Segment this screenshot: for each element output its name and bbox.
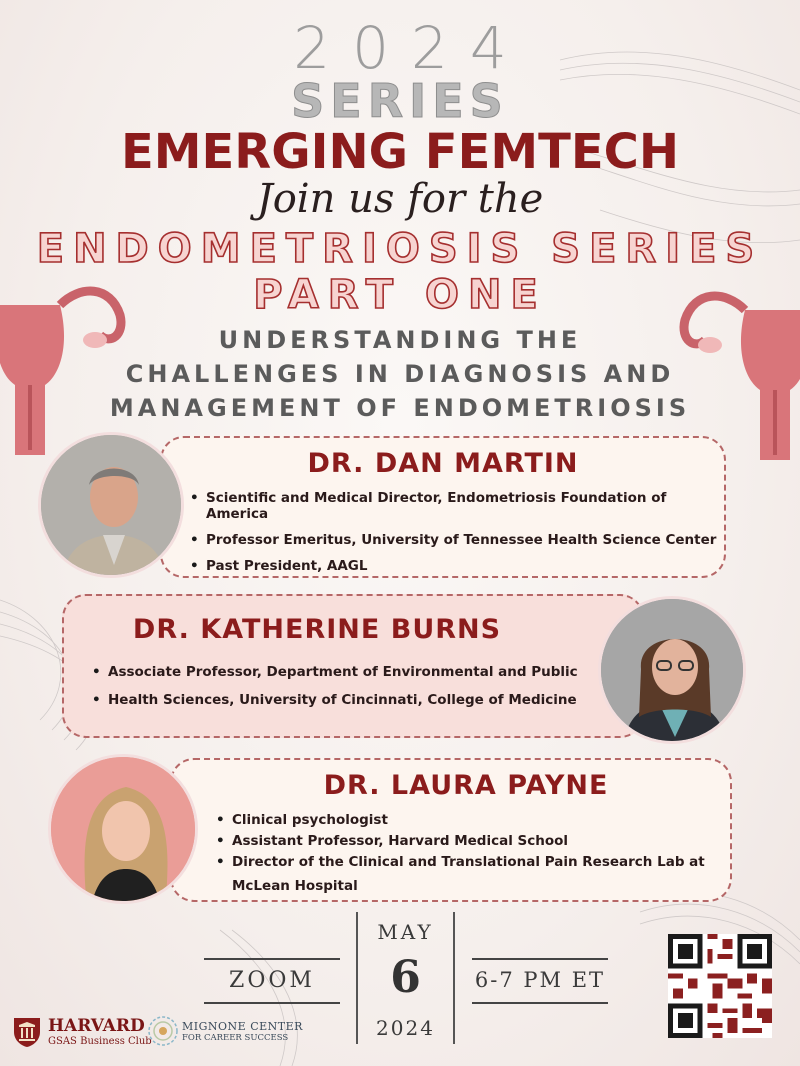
mignone-logo-subtext: FOR CAREER SUCCESS — [182, 1033, 289, 1043]
credential-item: • Past President, AAGL — [190, 558, 720, 574]
credential-item: • Scientific and Medical Director, Endometriosis Foundation of America — [190, 490, 720, 522]
credential-item: • Professor Emeritus, University of Tennessee Health Science Center — [190, 532, 720, 548]
year-heading: 2024 — [293, 14, 529, 82]
subtitle-line: CHALLENGES IN DIAGNOSIS AND — [125, 360, 675, 388]
mignone-logo-icon — [146, 1014, 180, 1048]
speaker-photo — [598, 596, 746, 744]
speaker-credentials — [190, 490, 720, 574]
speaker-name: DR. KATHERINE BURNS — [132, 614, 502, 645]
speaker-name: DR. DAN MARTIN — [307, 448, 579, 479]
event-title: EMERGING FEMTECH — [120, 124, 680, 180]
speaker-credentials — [216, 812, 716, 875]
join-text: Join us for the — [256, 176, 544, 222]
series-heading: SERIES — [291, 74, 509, 128]
credential-item: • Director of the Clinical and Translational Pain Research Lab at — [216, 854, 716, 870]
credential-item: • Health Sciences, University of Cincinnati, College of Medicine — [92, 692, 612, 708]
harvard-logo-text: HARVARD — [48, 1016, 145, 1036]
subtitle-line: UNDERSTANDING THE — [218, 326, 582, 354]
event-name: ENDOMETRIOSIS SERIES — [36, 226, 764, 272]
divider — [204, 1002, 340, 1004]
credential-item: • Assistant Professor, Harvard Medical School — [216, 833, 716, 849]
date-day: 6 — [390, 952, 421, 1003]
qr-code[interactable] — [668, 934, 772, 1038]
divider — [472, 1002, 608, 1004]
date-year: 2024 — [376, 1016, 435, 1040]
divider — [453, 912, 455, 1044]
location-label: ZOOM — [229, 968, 315, 993]
harvard-shield-icon — [12, 1016, 42, 1048]
event-part: PART ONE — [253, 272, 547, 318]
credential-item: • Associate Professor, Department of Environmental and Public — [92, 664, 612, 680]
mignone-logo-text: MIGNONE CENTER — [182, 1020, 303, 1033]
harvard-logo-subtext: GSAS Business Club — [48, 1036, 152, 1047]
time-label: 6-7 PM ET — [474, 968, 606, 992]
divider — [472, 958, 608, 960]
speaker-photo — [48, 754, 198, 904]
divider — [204, 958, 340, 960]
credential-item: • Clinical psychologist — [216, 812, 716, 828]
subtitle-line: MANAGEMENT OF ENDOMETRIOSIS — [109, 394, 691, 422]
speaker-credentials — [92, 664, 612, 708]
date-month: MAY — [377, 920, 434, 944]
credential-continuation: McLean Hospital — [232, 878, 358, 894]
speaker-name: DR. LAURA PAYNE — [323, 770, 609, 801]
